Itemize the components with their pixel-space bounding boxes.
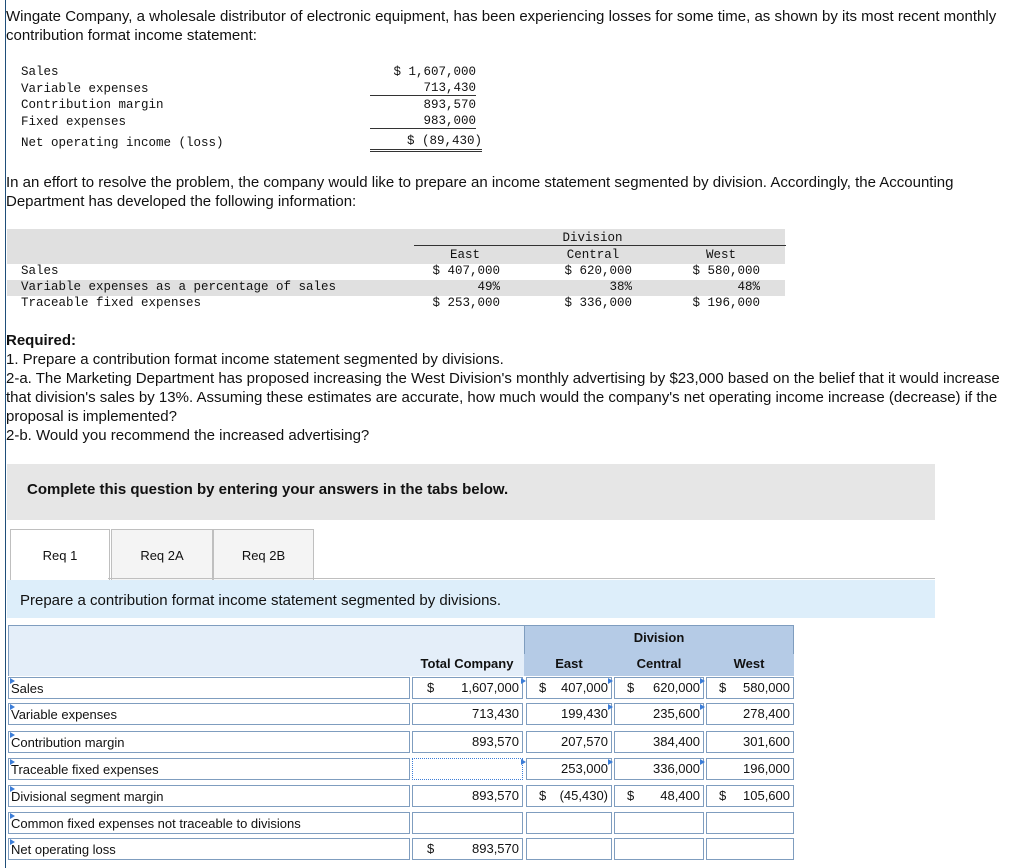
division-title-underline (414, 245, 786, 246)
input-marker-icon (700, 704, 705, 710)
header-total-company: Total Company (420, 656, 514, 671)
income-label-variable: Variable expenses (21, 82, 149, 96)
input-marker-icon (608, 704, 613, 710)
header-west: West (733, 656, 765, 671)
east-var-pct: 49% (477, 280, 500, 294)
tab-req-2a[interactable]: Req 2A (111, 529, 213, 580)
income-label-contribution: Contribution margin (21, 98, 164, 112)
total-variable-value: 713,430 (472, 706, 519, 721)
west-sales: $ 580,000 (692, 264, 760, 278)
total-segment-margin-input[interactable] (412, 785, 523, 807)
div-label-variable-pct: Variable expenses as a percentage of sales (21, 280, 337, 294)
input-marker-icon (10, 759, 15, 765)
required-heading: Required: (6, 332, 77, 349)
central-variable-input[interactable] (614, 703, 704, 725)
east-traceable: $ 253,000 (432, 296, 500, 310)
div-label-traceable: Traceable fixed expenses (21, 296, 202, 310)
east-segment-dollar: $ (539, 788, 547, 803)
central-var-pct: 38% (609, 280, 632, 294)
west-traceable-input[interactable] (706, 758, 794, 780)
west-sales-input[interactable] (706, 677, 794, 699)
question-1: 1. Prepare a contribution format income statement segmented by divisions. (6, 351, 504, 368)
total-variable-input[interactable] (412, 703, 523, 725)
west-common-fixed-cell (706, 812, 794, 834)
total-net-operating-loss-value: 893,570 (472, 841, 519, 856)
col-west: West (705, 248, 736, 262)
input-marker-icon (10, 839, 15, 845)
central-traceable-input[interactable] (614, 758, 704, 780)
header-east: East (555, 656, 583, 671)
west-variable-value: 278,400 (743, 706, 790, 721)
income-value-sales: $ 1,607,000 (393, 65, 476, 79)
central-contribution-input[interactable] (614, 731, 704, 753)
total-net-dollar: $ (427, 841, 435, 856)
input-marker-icon (521, 678, 526, 684)
income-value-variable: 713,430 (370, 81, 476, 96)
income-label-fixed: Fixed expenses (21, 115, 127, 129)
income-value-fixed: 983,000 (370, 114, 476, 129)
central-traceable: $ 336,000 (564, 296, 632, 310)
east-common-fixed-cell (526, 812, 612, 834)
total-contribution-value: 893,570 (472, 734, 519, 749)
income-value-contribution: 893,570 (423, 98, 476, 112)
income-label-net: Net operating income (loss) (21, 136, 224, 150)
total-sales-input[interactable] (412, 677, 523, 699)
central-variable-value: 235,600 (653, 706, 700, 721)
west-traceable: $ 196,000 (692, 296, 760, 310)
central-common-fixed-cell (614, 812, 704, 834)
total-net-operating-loss-input[interactable] (412, 838, 523, 860)
row-label-contribution-margin[interactable]: Contribution margin (8, 731, 410, 753)
west-segment-margin-input[interactable] (706, 785, 794, 807)
east-segment-margin-input[interactable] (526, 785, 612, 807)
west-net-cell (706, 838, 794, 860)
east-traceable-value: 253,000 (561, 761, 608, 776)
west-var-pct: 48% (737, 280, 760, 294)
east-sales-value: 407,000 (561, 680, 608, 695)
col-east: East (449, 248, 480, 262)
east-contribution-value: 207,570 (561, 734, 608, 749)
tab-instruction-bar (7, 580, 935, 618)
division-title: Division (562, 231, 623, 245)
central-sales-value: 620,000 (653, 680, 700, 695)
input-marker-icon (608, 678, 613, 684)
west-segment-margin-value: 105,600 (743, 788, 790, 803)
row-label-net-operating-loss[interactable]: Net operating loss (8, 838, 410, 860)
input-marker-icon (10, 704, 15, 710)
total-common-fixed-input[interactable] (412, 812, 523, 834)
east-sales-dollar: $ (539, 680, 547, 695)
complete-instruction: Complete this question by entering your answers in the tabs below. (27, 481, 509, 498)
tab-req-1[interactable]: Req 1 (10, 529, 110, 580)
row-label-traceable-fixed[interactable]: Traceable fixed expenses (8, 758, 410, 780)
tab-instruction-text: Prepare a contribution format income statement segmented by divisions. (20, 592, 502, 609)
input-marker-icon (10, 678, 15, 684)
central-net-cell (614, 838, 704, 860)
tab-req-2b[interactable]: Req 2B (213, 529, 314, 580)
question-2b: 2-b. Would you recommend the increased advertising? (6, 427, 370, 444)
east-sales-input[interactable] (526, 677, 612, 699)
div-label-sales: Sales (21, 264, 59, 278)
row-label-variable-expenses[interactable]: Variable expenses (8, 703, 410, 725)
west-contribution-input[interactable] (706, 731, 794, 753)
east-segment-margin-value: (45,430) (559, 788, 608, 803)
input-marker-icon (608, 759, 613, 765)
intro-text: Wingate Company, a wholesale distributor of electronic equipment, has been experiencing losses for some time, as shown by its most recent monthly contribution format income statement: (6, 8, 997, 44)
row-label-sales[interactable]: Sales (8, 677, 410, 699)
east-net-cell (526, 838, 612, 860)
row-label-common-fixed[interactable]: Common fixed expenses not traceable to divisions (8, 812, 410, 834)
total-sales-value: 1,607,000 (461, 680, 519, 695)
west-traceable-value: 196,000 (743, 761, 790, 776)
west-contribution-value: 301,600 (743, 734, 790, 749)
west-variable-input[interactable] (706, 703, 794, 725)
central-segment-margin-input[interactable] (614, 785, 704, 807)
income-value-net: $ (89,430) (370, 134, 482, 152)
central-segment-dollar: $ (627, 788, 635, 803)
paragraph-segmented: In an effort to resolve the problem, the company would like to prepare an income statement segmented by division. Accordingly, the Accounting Department has developed the following information: (6, 174, 954, 210)
total-sales-dollar: $ (427, 680, 435, 695)
input-marker-icon (700, 759, 705, 765)
east-variable-value: 199,430 (561, 706, 608, 721)
required-section (6, 331, 1018, 445)
west-sales-dollar: $ (719, 680, 727, 695)
central-sales-input[interactable] (614, 677, 704, 699)
central-contribution-value: 384,400 (653, 734, 700, 749)
total-traceable-input[interactable] (412, 758, 523, 780)
row-label-segment-margin[interactable]: Divisional segment margin (8, 785, 410, 807)
east-contribution-input[interactable] (526, 731, 612, 753)
question-2a: 2-a. The Marketing Department has proposed increasing the West Division's monthly advertising by $23,000 based on the belief that it would increase that division's sales by 13%. Assuming these estimates are accurate, how much would the company's net operating income increase (decrease) if the proposal is implemented? (6, 370, 1000, 425)
division-header-band (7, 229, 785, 264)
west-segment-dollar: $ (719, 788, 727, 803)
east-traceable-input[interactable] (526, 758, 612, 780)
input-marker-icon (10, 732, 15, 738)
east-variable-input[interactable] (526, 703, 612, 725)
central-sales-dollar: $ (627, 680, 635, 695)
west-sales-value: 580,000 (743, 680, 790, 695)
grid-division-header: Division (633, 630, 685, 645)
total-contribution-input[interactable] (412, 731, 523, 753)
tab-divider (108, 578, 935, 579)
input-marker-icon (521, 759, 526, 765)
east-sales: $ 407,000 (432, 264, 500, 278)
input-marker-icon (10, 786, 15, 792)
input-marker-icon (10, 813, 15, 819)
instructions-box (7, 464, 935, 520)
central-sales: $ 620,000 (564, 264, 632, 278)
header-central: Central (636, 656, 682, 671)
central-traceable-value: 336,000 (653, 761, 700, 776)
input-marker-icon (700, 678, 705, 684)
central-segment-margin-value: 48,400 (660, 788, 700, 803)
total-segment-margin-value: 893,570 (472, 788, 519, 803)
income-label-sales: Sales (21, 65, 59, 79)
col-central: Central (566, 248, 620, 262)
